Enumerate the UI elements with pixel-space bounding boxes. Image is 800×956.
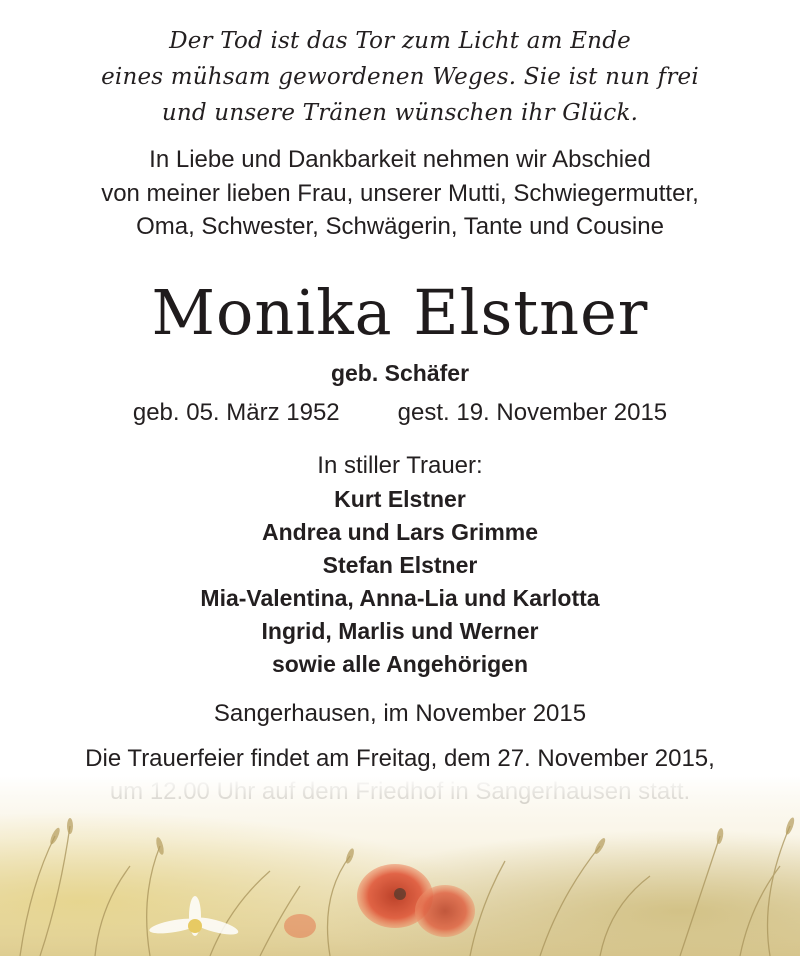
- poem-line-3: und unsere Tränen wünschen ihr Glück.: [161, 100, 639, 126]
- mourner-name: sowie alle Angehörigen: [271, 651, 529, 677]
- birth-date: geb. 05. März 1952: [132, 399, 340, 426]
- meadow-with-poppies-image: [0, 776, 800, 956]
- intro-line-3: Oma, Schwester, Schwägerin, Tante und Cousine: [136, 213, 664, 240]
- intro-line-2: von meiner lieben Frau, unserer Mutti, Schwiegermutter,: [101, 180, 699, 207]
- funeral-info-line-1: Die Trauerfeier findet am Freitag, dem 27. November 2015,: [85, 745, 715, 772]
- poem-line-2: eines mühsam gewordenen Weges. Sie ist nun frei: [101, 64, 699, 90]
- mourner-name: Stefan Elstner: [322, 552, 478, 578]
- mourners-heading: In stiller Trauer:: [317, 452, 483, 479]
- life-dates: [0, 399, 800, 427]
- mourner-name: Mia-Valentina, Anna-Lia und Karlotta: [200, 585, 600, 611]
- place-and-date: Sangerhausen, im November 2015: [213, 700, 587, 727]
- mourner-name: Andrea und Lars Grimme: [261, 519, 539, 545]
- poem-line-1: Der Tod ist das Tor zum Licht am Ende: [169, 28, 631, 54]
- mourner-name: Kurt Elstner: [334, 486, 466, 512]
- intro-line-1: In Liebe und Dankbarkeit nehmen wir Abschied: [149, 146, 651, 173]
- mourner-name: Ingrid, Marlis und Werner: [261, 618, 539, 644]
- deceased-name: Monika Elstner: [151, 276, 649, 349]
- death-date: gest. 19. November 2015: [397, 399, 668, 426]
- maiden-name: geb. Schäfer: [330, 360, 470, 386]
